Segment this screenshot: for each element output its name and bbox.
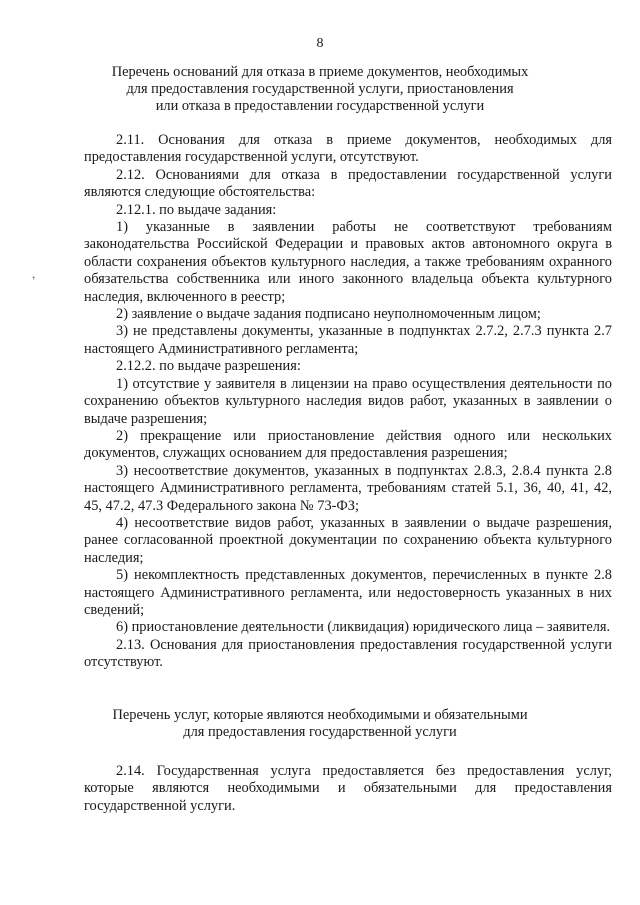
required-services-body — [84, 763, 612, 815]
list-item: 5) некомплектность представленных документов, перечисленных в пункте 2.8 настоящего Административного регламента, или недостоверность указанных в них сведений; — [84, 567, 612, 618]
section-heading-required-services — [60, 707, 580, 741]
refusal-grounds-body — [84, 132, 612, 672]
list-item: 2) заявление о выдаче задания подписано неуполномоченным лицом; — [116, 306, 541, 323]
heading-line: или отказа в предоставлении государственной услуги — [155, 98, 485, 114]
margin-mark: , — [28, 266, 37, 282]
paragraph-2-14: 2.14. Государственная услуга предоставляется без предоставления услуг, которые являются необходимыми и обязательными для предоставления государственной услуги. — [84, 763, 612, 814]
paragraph-2-13: 2.13. Основания для приостановления предоставления государственной услуги отсутствуют. — [84, 636, 612, 671]
heading-line: Перечень услуг, которые являются необходимыми и обязательными — [112, 707, 528, 723]
list-item: 1) отсутствие у заявителя в лицензии на право осуществления деятельности по сохранению объектов культурного наследия видов работ, указанных в заявлении о выдаче разрешения; — [84, 375, 612, 427]
paragraph-2-12-2: 2.12.2. по выдаче разрешения: — [116, 358, 301, 375]
paragraph-2-11: 2.11. Основания для отказа в приеме документов, необходимых для предоставления государственной услуги, отсутствуют. — [84, 132, 612, 166]
page-number: 8 — [316, 36, 324, 51]
heading-line: Перечень оснований для отказа в приеме документов, необходимых — [111, 64, 529, 80]
heading-line: для предоставления государственной услуги — [183, 724, 457, 740]
list-item: 4) несоответствие видов работ, указанных в заявлении о выдаче разрешения, ранее согласованной проектной документации по сохранению объекта культурного наследия; — [84, 514, 612, 566]
section-heading-refusal-grounds — [60, 64, 580, 115]
list-item: 6) приостановление деятельности (ликвидация) юридического лица – заявителя. — [116, 619, 611, 636]
paragraph-2-12: 2.12. Основаниями для отказа в предоставлении государственной услуги являются следующие обстоятельства: — [84, 166, 612, 201]
list-item: 3) не представлены документы, указанные в подпунктах 2.7.2, 2.7.3 пункта 2.7 настоящего Административного регламента; — [84, 323, 612, 357]
paragraph-2-12-1: 2.12.1. по выдаче задания: — [116, 201, 277, 218]
heading-line: для предоставления государственной услуги, приостановления — [126, 81, 514, 97]
list-item: 2) прекращение или приостановление действия одного или нескольких документов, служащих основанием для предоставления разрешения; — [84, 427, 612, 462]
list-item: 3) несоответствие документов, указанных в подпунктах 2.8.3, 2.8.4 пункта 2.8 настоящего Административного регламента, требованиям статей 5.1, 36, 40, 41, 42, 45, 47.2, 47.3 Федерального закона № 73-ФЗ; — [84, 462, 612, 514]
list-item: 1) указанные в заявлении работы не соответствуют требованиям законодательства Российской Федерации и правовых актов автономного округа в области сохранения объектов культурного наследия, а также требованиям охранного обязательства собственника или иного законного владельца объекта культурного наследия, включенного в реестр; — [84, 219, 612, 305]
